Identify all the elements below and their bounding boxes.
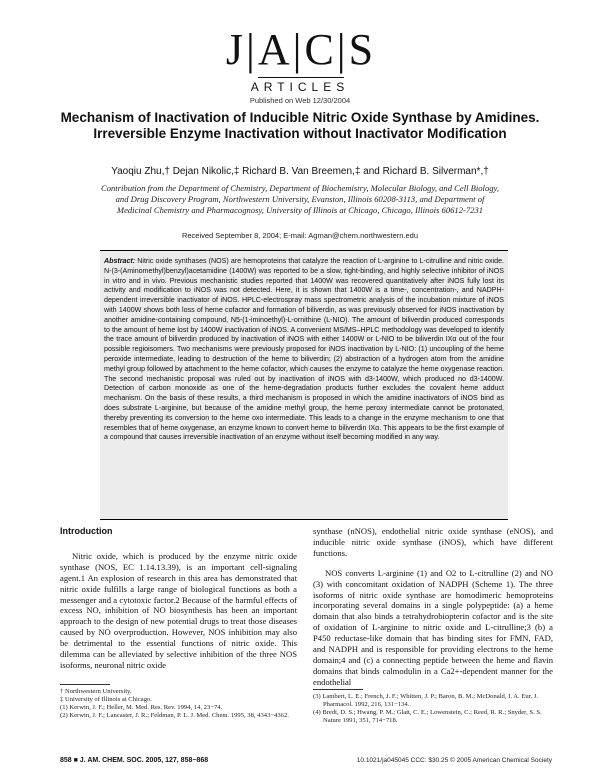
footnote: † Northwestern University. — [60, 688, 132, 695]
footnote-rule — [313, 689, 363, 690]
abstract-box — [100, 250, 508, 520]
footnote: ‡ University of Illinois at Chicago. — [60, 696, 152, 703]
reference: (1) Kerwin, J. F.; Heller, M. Med. Res. Rev. 1994, 14, 23−74. — [60, 704, 223, 711]
right-column — [313, 526, 553, 688]
reference: (4) Bredt, D. S.; Hwang, P. M.; Glatt, C. E.; Lowenstein, C.; Reed, R. R.; Snyder, S. S. Nature 1991, 351, 714−718. — [313, 709, 542, 724]
received-line: Received September 8, 2004; E-mail: Agman@chem.northwestern.edu — [181, 231, 419, 240]
masthead-rule — [258, 77, 344, 78]
reference: (2) Kerwin, J. F.; Lancaster, J. R.; Feldman, P. L. J. Med. Chem. 1995, 38, 4343−4362. — [60, 712, 289, 719]
abstract-text — [104, 257, 504, 443]
journal-logo: J|A|C|S — [225, 25, 375, 74]
affiliation: Contribution from the Department of Chemistry, Department of Biochemistry, Molecular Biology, and Cell Biology, and Drug Discovery Program, Northwestern University, Evanston, Illinois 60208-3113, and Department of Medicinal Chemistry and Pharmacognosy, University of Illinois at Chicago, Chicago, Illinois 60612-7231 — [100, 183, 500, 215]
reference: (3) Lambert, L. E.; French, J. F.; Whitten, J. P.; Baron, B. M.; McDonald, I. A. Eur. J. Pharmacol. 1992, 216, 131−134. — [313, 693, 538, 708]
footnotes-right — [313, 693, 553, 725]
page-footer-doi: 10.1021/ja045045 CCC: $30.25 © 2005 American Chemical Society — [356, 757, 552, 764]
abstract-label: Abstract: — [104, 257, 136, 265]
footnotes-left — [60, 688, 297, 720]
section-label: ARTICLES — [250, 80, 350, 94]
section-heading: Introduction — [60, 526, 113, 536]
article-title: Mechanism of Inactivation of Inducible Nitric Oxide Synthase by Amidines. Irreversible Enzyme Inactivation without Inactivator Modification — [60, 110, 540, 141]
intro-paragraph-3: NOS converts L-arginine (1) and O2 to L-citrulline (2) and NO (3) with concomitant oxidation of NADPH (Scheme 1). The three isoforms of nitric oxide synthase are homodimeric hemoproteins incorporating several domains in a single polypeptide: (a) a heme domain that also binds a tetrahydrobiopterin cofactor and is the site of oxidation of L-arginine to nitric oxide and L-citrulline;3 (b) a P450 reductase-like domain that has binding sites for FMN, FAD, and NADPH and is responsible for providing electrons to the heme domain;4 and (c) a connecting peptide between the heme and flavin domains that binds calmodulin in a Ca2+-dependent manner for the endothelial — [313, 567, 553, 687]
left-column — [60, 526, 297, 671]
journal-masthead — [0, 25, 600, 94]
footnote-rule — [60, 684, 110, 685]
page-footer-citation: 858 ■ J. AM. CHEM. SOC. 2005, 127, 858−868 — [60, 757, 209, 764]
intro-paragraph-1: Nitric oxide, which is produced by the enzyme nitric oxide synthase (NOS, EC 1.14.13.39), is an important cell-signaling agent.1 An explosion of research in this area has demonstrated that nitric oxide fulfills a large range of biological functions as both a messenger and a cytotoxic factor.2 Because of the harmful effects of excess NO, inhibition of NO biosynthesis has been an important approach to the design of new potential drugs to treat those diseases caused by NO overproduction. However, NOS inhibition may also be detrimental to the essential functions of nitric oxide. This dilemma can be alleviated by selective inhibition of the three NOS isoforms, neuronal nitric oxide — [60, 550, 297, 670]
published-date: Published on Web 12/30/2004 — [249, 96, 351, 105]
author-list: Yaoqiu Zhu,† Dejan Nikolic,‡ Richard B. Van Breemen,‡ and Richard B. Silverman*,† — [111, 166, 489, 177]
abstract-body: Nitric oxide synthases (NOS) are hemoproteins that catalyze the reaction of L-arginine to L-citrulline and nitric oxide. N-(3-(Aminomethyl)benzyl)acetamidine (1400W) was reported to be a slow, tight-binding, and highly selective inhibitor of iNOS in vitro and in vivo. Previous mechanistic studies reported that 1400W was recovered quantitatively after iNOS fully lost its activity and modification to iNOS was not detected. Here, it is shown that 1400W is a time-, concentration-, and NADPH-dependent irreversible inactivator of iNOS. HPLC-electrospray mass spectrometric analysis of the incubation mixture of iNOS with 1400W shows both loss of heme cofactor and formation of biliverdin, as was previously observed for iNOS inactivation by another amidine-containing compound, N5-(1-iminoethyl)-L-ornithine (L-NIO). The amount of biliverdin produced corresponds to the amount of heme lost by 1400W inactivation of iNOS. A convenient MS/MS–HPLC methodology was developed to identify the trace amount of biliverdin produced by inactivation of iNOS with either 1400W or L-NIO to be biliverdin IXα out of the four possible regioisomers. Two mechanisms were previously proposed for iNOS inactivation by L-NIO: (1) uncoupling of the heme peroxide intermediate, leading to destruction of the heme to biliverdin; (2) abstraction of a hydrogen atom from the amidine methyl group followed by attachment to the heme cofactor, which causes the enzyme to catalyze the heme oxygenase reaction. The second mechanistic proposal was ruled out by inactivation of iNOS with d3-1400W, which produced no d3-1400W. Detection of carbon monoxide as one of the heme-degradation products further excludes the covalent heme adduct mechanism. On the basis of these results, a third mechanism is proposed in which the amidine inactivators of iNOS bind as does substrate L-arginine, but because of the amidine methyl group, the heme peroxy intermediate cannot be protonated, thereby preventing its conversion to the heme oxo intermediate. This leads to a change in the enzyme mechanism to one that resembles that of heme oxygenase, an enzyme known to convert heme to biliverdin IXα. This appears to be the first example of a compound that causes irreversible inactivation of an enzyme without itself becoming modified in any way. — [104, 257, 504, 442]
intro-paragraph-2: synthase (nNOS), endothelial nitric oxide synthase (eNOS), and inducible nitric oxide synthase (iNOS), which have different functions. — [313, 526, 553, 558]
